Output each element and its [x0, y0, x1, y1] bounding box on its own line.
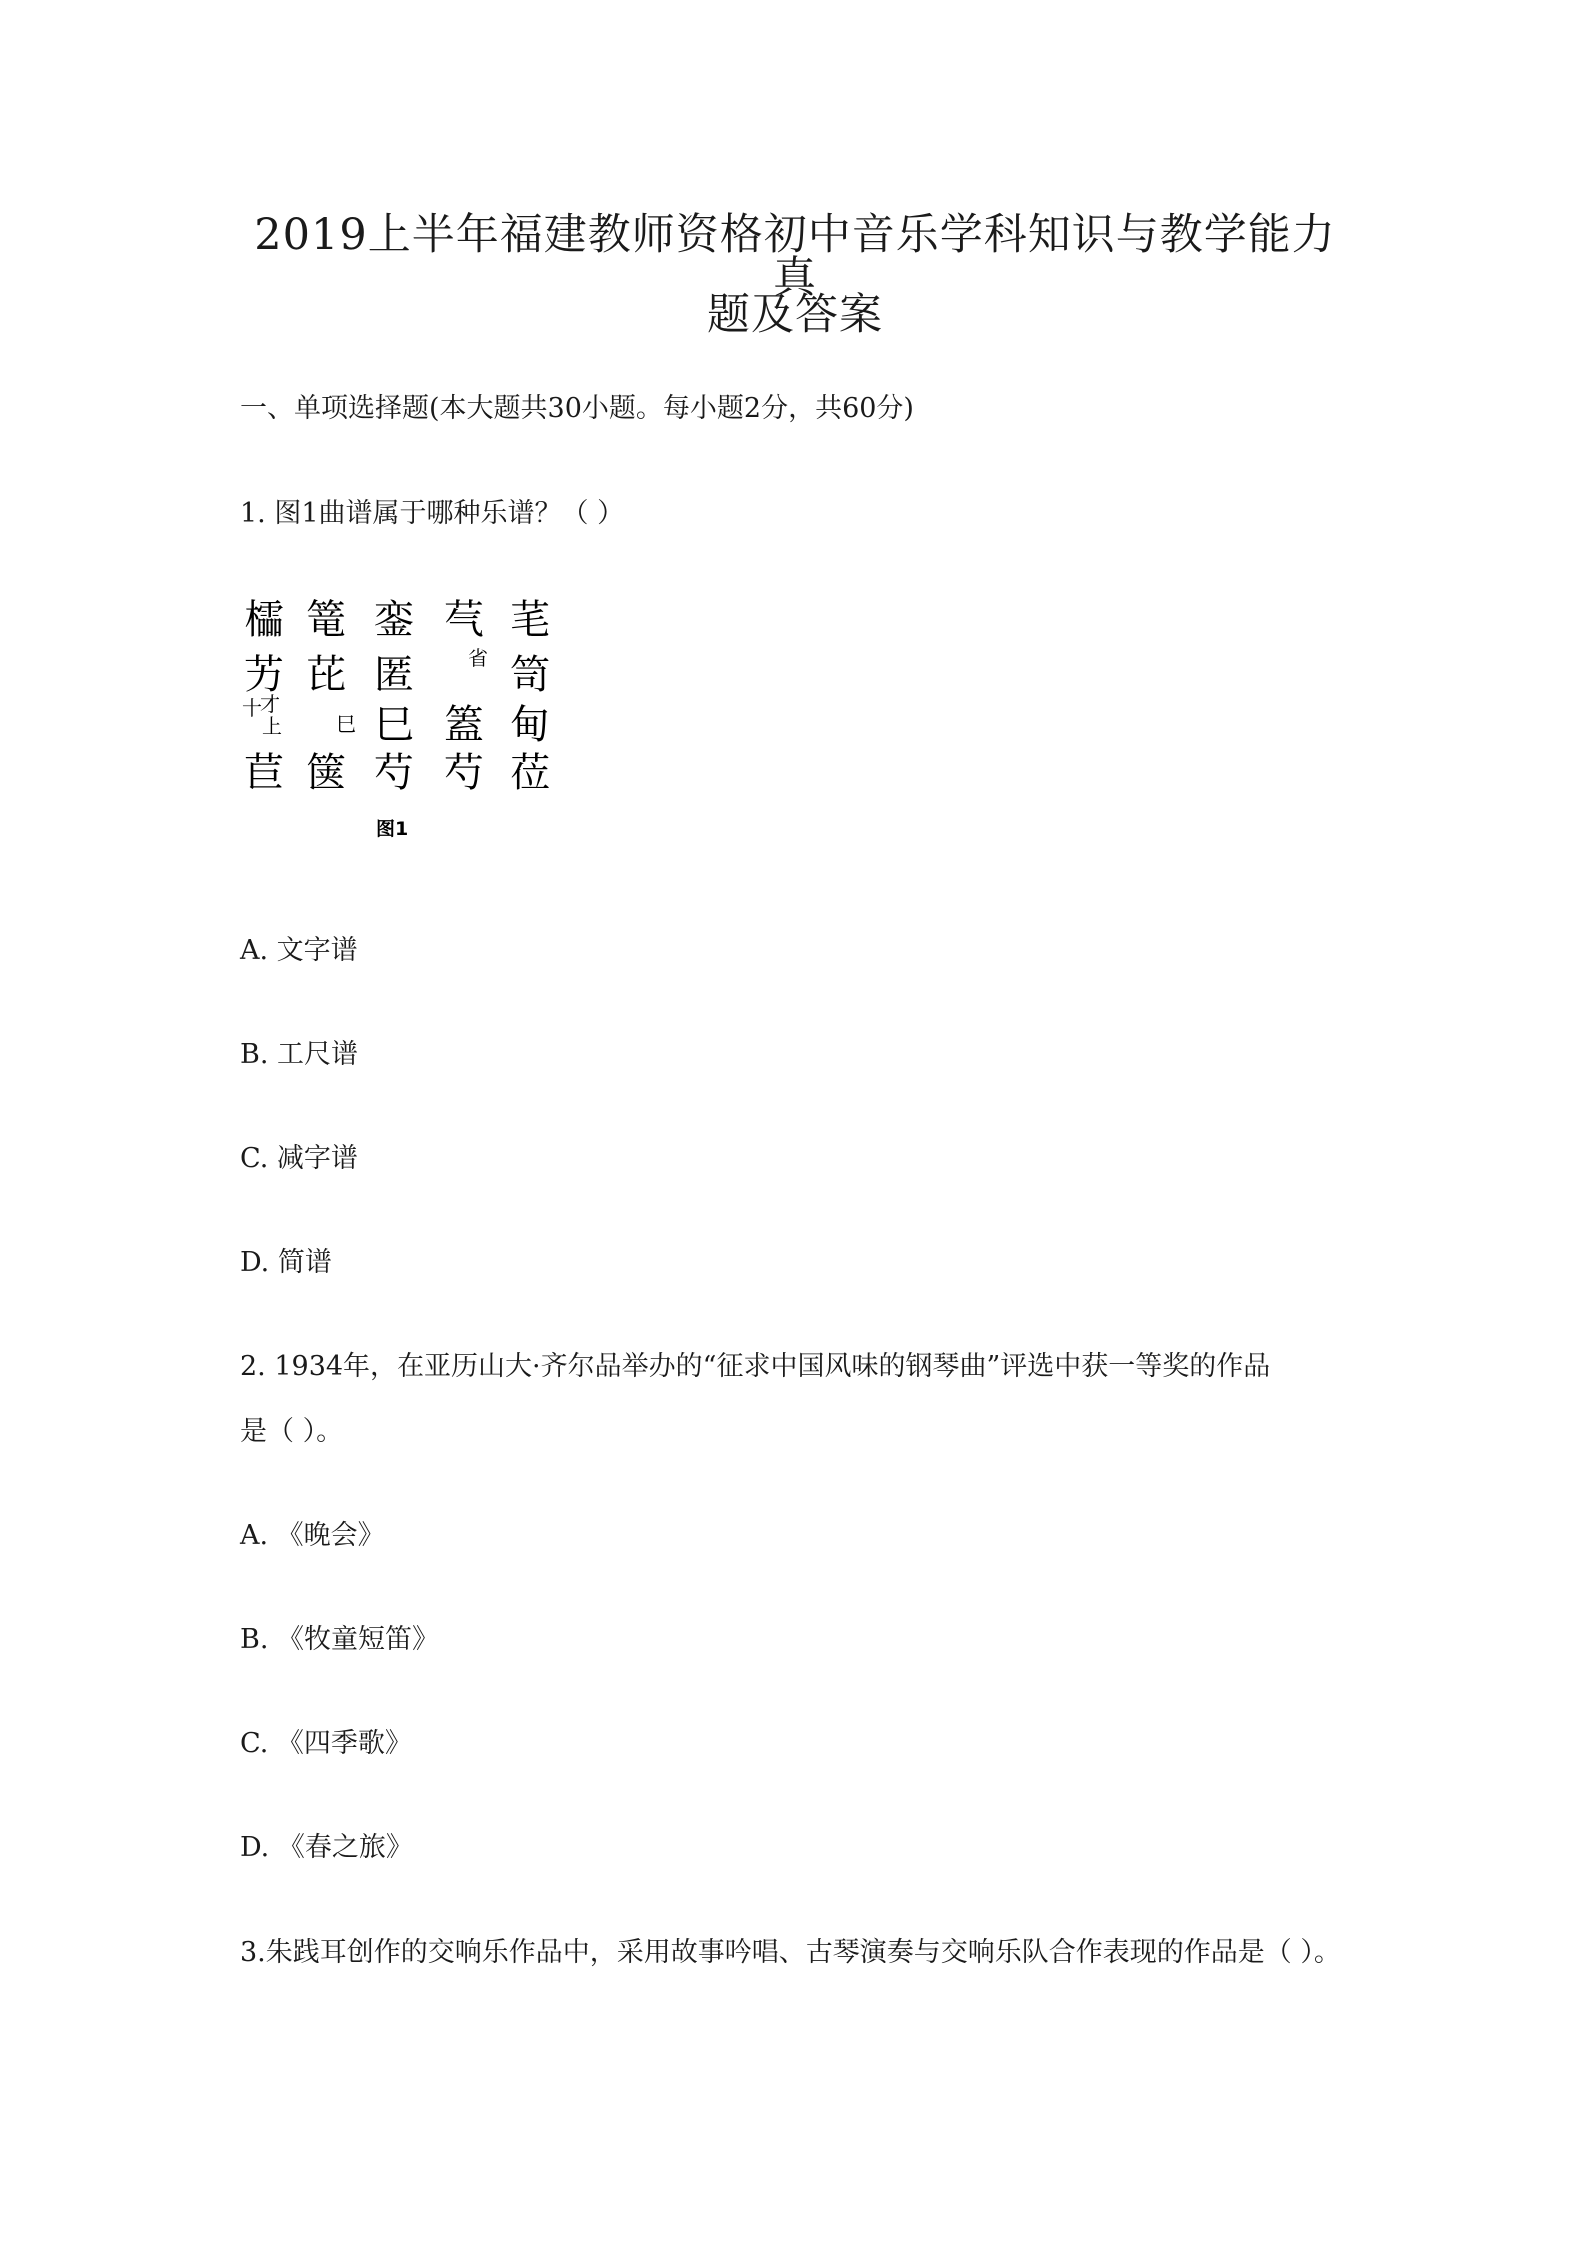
notation-glyph: 莅	[510, 750, 550, 796]
notation-small-mark: 才	[260, 692, 280, 716]
notation-glyph: 艻	[244, 652, 284, 698]
figure-caption: 图1	[376, 818, 409, 840]
notation-glyph: 甸	[510, 702, 550, 748]
question-1-option-a: A. 文字谱	[240, 935, 358, 966]
question-2-option-b: B. 《牧童短笛》	[240, 1624, 440, 1655]
notation-glyph: 箧	[306, 750, 346, 796]
question-2-stem-line2: 是（ ）。	[240, 1416, 344, 1447]
notation-glyph: 省	[468, 646, 488, 670]
notation-glyph: 芘	[306, 652, 346, 698]
question-1-stem: 1. 图1曲谱属于哪种乐谱？（ ）	[240, 498, 625, 529]
notation-glyph: 匿	[374, 652, 414, 698]
question-2-option-c: C. 《四季歌》	[240, 1728, 412, 1759]
notation-glyph: 篭	[306, 597, 346, 643]
question-2-stem-line1: 2. 1934年，在亚历山大·齐尔品举办的“征求中国风味的钢琴曲”评选中获一等奖的作品	[240, 1351, 1271, 1382]
document-title-line1: 2019上半年福建教师资格初中音乐学科知识与教学能力真	[254, 210, 1336, 303]
question-1-option-c: C. 减字谱	[240, 1143, 358, 1174]
question-3-stem: 3.朱践耳创作的交响乐作品中，采用故事吟唱、古琴演奏与交响乐队合作表现的作品是（ ）。	[240, 1937, 1341, 1968]
document-title-line2: 题及答案	[707, 290, 883, 340]
notation-glyph: 芼	[510, 597, 550, 643]
notation-glyph: 巳	[374, 702, 414, 748]
notation-glyph: 笥	[510, 652, 550, 698]
notation-glyph: 櫺	[244, 597, 284, 643]
figure-1-jianzipu-notation	[240, 583, 580, 845]
question-1-option-d: D. 简谱	[240, 1247, 332, 1278]
notation-small-mark: 上	[262, 714, 282, 738]
notation-glyph: 巳	[336, 712, 356, 736]
notation-glyph: 芞	[444, 597, 484, 643]
notation-glyph: 芍	[374, 750, 414, 796]
notation-glyph: 篕	[444, 702, 484, 748]
question-2-option-d: D. 《春之旅》	[240, 1832, 413, 1863]
notation-glyph: 苣	[244, 750, 284, 796]
notation-glyph: 銮	[374, 597, 414, 643]
section-heading: 一、单项选择题(本大题共30小题。每小题2分，共60分)	[240, 393, 914, 424]
notation-small-mark: 十	[242, 696, 262, 720]
question-2-option-a: A. 《晚会》	[240, 1520, 385, 1551]
question-1-option-b: B. 工尺谱	[240, 1039, 359, 1070]
notation-glyph: 芍	[444, 750, 484, 796]
